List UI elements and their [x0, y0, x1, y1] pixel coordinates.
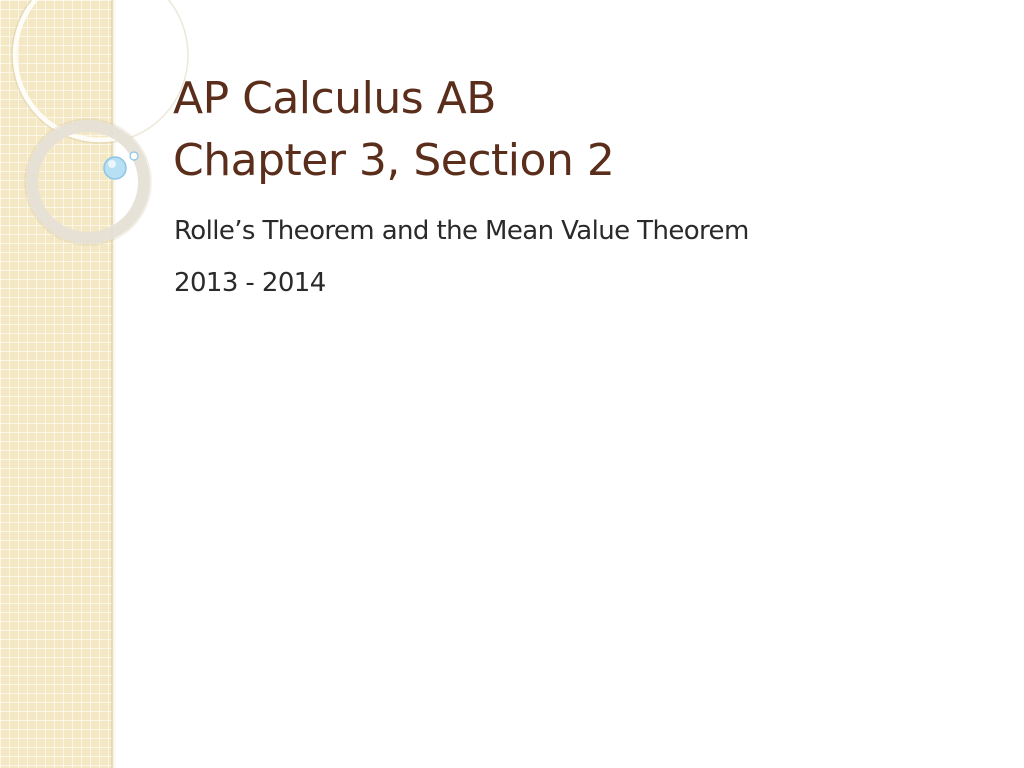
small-bead-icon — [130, 152, 138, 160]
slide-subtitle — [174, 212, 974, 316]
bead-highlight — [108, 160, 116, 168]
blue-bead-icon — [104, 157, 126, 179]
subtitle-line-1: Rolle’s Theorem and the Mean Value Theorem — [174, 216, 749, 246]
decorative-circles — [0, 0, 200, 260]
title-line-1: AP Calculus AB — [173, 73, 496, 124]
subtitle-line-2: 2013 - 2014 — [174, 268, 326, 298]
slide-title — [173, 68, 973, 192]
title-line-2: Chapter 3, Section 2 — [173, 135, 615, 186]
